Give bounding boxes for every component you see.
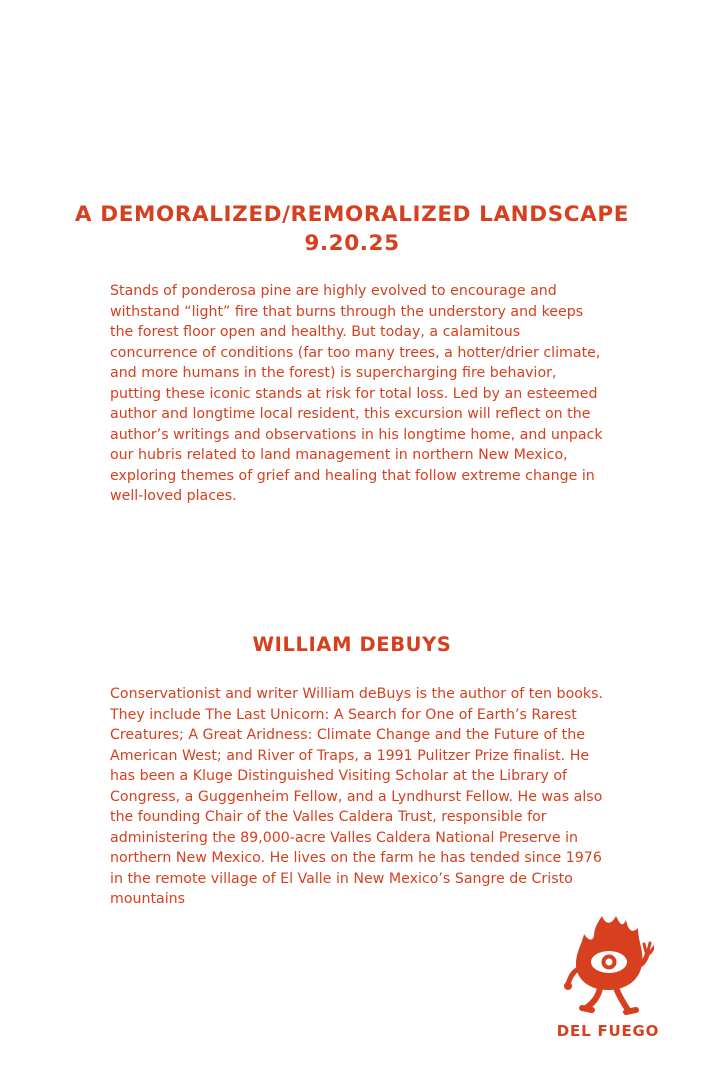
author-name: WILLIAM DEBUYS bbox=[252, 633, 452, 656]
event-description: Stands of ponderosa pine are highly evolved to encourage and withstand “light” fire that burns through the understory and keeps the forest floor open and healthy. But today, a calamitous concurrence of conditions (far too many trees, a hotter/drier climate, and more humans in the forest) is supercharging fire behavior, putting these iconic stands at risk for total loss. Led by an esteemed author and longtime local resident, this excursion will reflect on the author’s writings and observations in his longtime home, and unpack our hubris related to land management in northern New Mexico, exploring themes of grief and healing that follow extreme change in well-loved places. bbox=[110, 283, 603, 504]
event-title-line: A DEMORALIZED/REMORALIZED LANDSCAPE bbox=[74, 202, 630, 227]
author-bio: Conservationist and writer William deBuys is the author of ten books. They include The Last Unicorn: A Search for One of Earth’s Rarest Creatures; A Great Aridness: Climate Change and the Future of the American West; and River of Traps, a 1991 Pulitzer Prize finalist. He has been a Kluge Distinguished Visiting Scholar at the Library of Congress, a Guggenheim Fellow, and a Lyndhurst Fellow. He was also the founding Chair of the Valles Caldera Trust, responsible for administering the 89,000-acre Valles Caldera National Preserve in northern New Mexico. He lives on the farm he has tended since 1976 in the remote village of El Valle in New Mexico’s Sangre de Cristo mountains bbox=[110, 686, 604, 907]
event-title bbox=[0, 200, 704, 258]
event-date: 9.20.25 bbox=[304, 231, 400, 256]
logo-wordmark: DEL FUEGO bbox=[556, 1022, 660, 1040]
del-fuego-logo bbox=[548, 912, 668, 1047]
flame-mascot-icon bbox=[562, 912, 654, 1022]
